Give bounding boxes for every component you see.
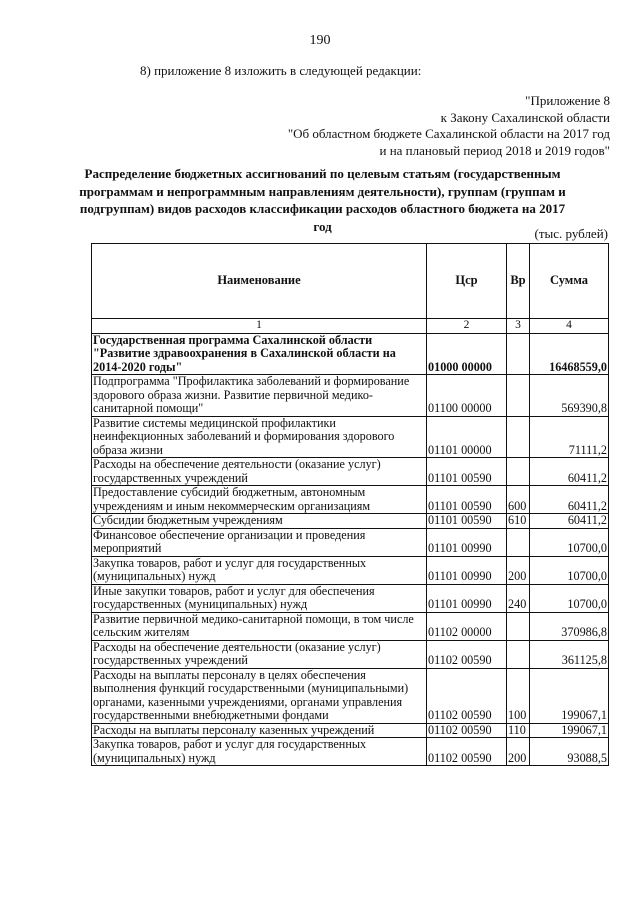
intro-text: 8) приложение 8 изложить в следующей редакции: [140,63,422,78]
row-sum: 93088,5 [530,738,609,766]
row-sum: 199067,1 [530,723,609,738]
column-number: 1 [92,319,427,334]
table-row [92,333,609,375]
row-vr: 240 [507,584,530,612]
row-sum: 60411,2 [530,458,609,486]
column-number: 4 [530,319,609,334]
page-number: 190 [309,33,331,48]
row-csr: 01101 00590 [427,458,507,486]
row-name: Расходы на выплаты персоналу казенных учреждений [92,723,427,738]
row-name: Иные закупки товаров, работ и услуг для обеспечения государственных (муниципальных) нужд [92,584,427,612]
row-name: Субсидии бюджетным учреждениям [92,514,427,529]
table-row [92,723,609,738]
row-csr: 01101 00590 [427,514,507,529]
row-vr [507,375,530,417]
column-number-row [92,319,609,334]
row-csr: 01000 00000 [427,333,507,375]
row-csr: 01102 00590 [427,640,507,668]
row-vr [507,528,530,556]
table-header-row [92,244,609,319]
row-vr [507,640,530,668]
header-name: Наименование [92,244,427,319]
row-csr: 01101 00990 [427,556,507,584]
row-vr [507,416,530,458]
row-vr: 100 [507,668,530,723]
header-vr: Вр [507,244,530,319]
row-name: Государственная программа Сахалинской области "Развитие здравоохранения в Сахалинской области на 2014-2020 годы" [92,333,427,375]
row-vr: 110 [507,723,530,738]
row-sum: 361125,8 [530,640,609,668]
table-row [92,458,609,486]
row-vr [507,612,530,640]
row-csr: 01102 00590 [427,738,507,766]
table-row [92,556,609,584]
row-vr: 200 [507,738,530,766]
row-sum: 10700,0 [530,528,609,556]
row-sum: 60411,2 [530,514,609,529]
row-csr: 01102 00590 [427,723,507,738]
row-sum: 60411,2 [530,486,609,514]
table-row [92,584,609,612]
row-vr [507,333,530,375]
header-csr: Цср [427,244,507,319]
row-name: Предоставление субсидий бюджетным, автономным учреждениям и иным некоммерческим организациям [92,486,427,514]
table-row [92,486,609,514]
appendix-line: и на плановый период 2018 и 2019 годов" [379,142,610,158]
row-csr: 01101 00990 [427,584,507,612]
row-name: Расходы на выплаты персоналу в целях обеспечения выполнения функций государственными (муниципальными) органами, казенными учреждениями, органами управления государственными внебюджетными фондами [92,668,427,723]
row-csr: 01101 00590 [427,486,507,514]
appendix-header [288,93,610,159]
column-number: 2 [427,319,507,334]
row-sum: 71111,2 [530,416,609,458]
appendix-line: "Приложение 8 [525,93,610,108]
row-sum: 10700,0 [530,584,609,612]
table-row [92,528,609,556]
row-name: Расходы на обеспечение деятельности (оказание услуг) государственных учреждений [92,640,427,668]
row-vr [507,458,530,486]
row-sum: 569390,8 [530,375,609,417]
row-name: Развитие первичной медико-санитарной помощи, в том числе сельским жителям [92,612,427,640]
row-name: Закупка товаров, работ и услуг для государственных (муниципальных) нужд [92,738,427,766]
row-name: Расходы на обеспечение деятельности (оказание услуг) государственных учреждений [92,458,427,486]
row-sum: 10700,0 [530,556,609,584]
units-label: (тыс. рублей) [534,226,608,241]
table-row [92,375,609,417]
appendix-line: "Об областном бюджете Сахалинской области на 2017 год [287,126,610,141]
table-row [92,514,609,529]
row-vr: 610 [507,514,530,529]
row-csr: 01100 00000 [427,375,507,417]
table-row [92,640,609,668]
row-name: Закупка товаров, работ и услуг для государственных (муниципальных) нужд [92,556,427,584]
document-title: Распределение бюджетных ассигнований по целевым статьям (государственным программам и непрограммным направлениям деятельности), группам (группам и подгруппам) видов расходов классификации расходов областного бюджета на 2017 год [79,166,566,234]
row-name: Подпрограмма "Профилактика заболеваний и формирование здорового образа жизни. Развитие первичной медико-санитарной помощи" [92,375,427,417]
row-name: Финансовое обеспечение организации и проведения мероприятий [92,528,427,556]
row-csr: 01102 00590 [427,668,507,723]
appendix-line: к Закону Сахалинской области [440,109,610,125]
row-csr: 01101 00000 [427,416,507,458]
row-sum: 370986,8 [530,612,609,640]
column-number: 3 [507,319,530,334]
row-name: Развитие системы медицинской профилактики неинфекционных заболеваний и формирования здорового образа жизни [92,416,427,458]
budget-table [91,243,609,766]
table-row [92,668,609,723]
table-row [92,738,609,766]
table-row [92,416,609,458]
row-sum: 199067,1 [530,668,609,723]
row-csr: 01101 00990 [427,528,507,556]
row-vr: 200 [507,556,530,584]
table-row [92,612,609,640]
row-vr: 600 [507,486,530,514]
row-sum: 16468559,0 [530,333,609,375]
header-sum: Сумма [530,244,609,319]
row-csr: 01102 00000 [427,612,507,640]
